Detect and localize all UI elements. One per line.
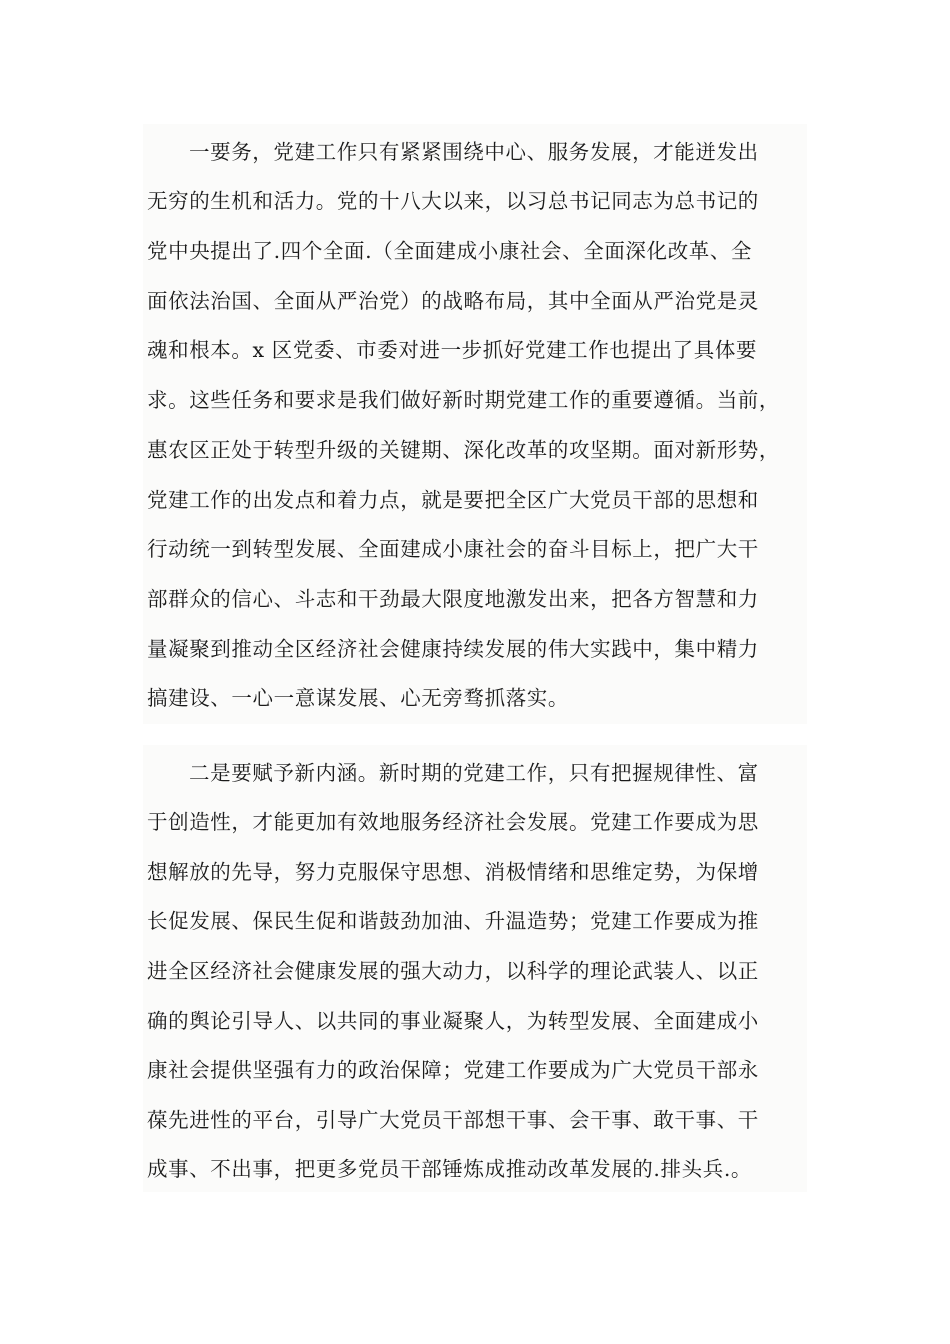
paragraph-1-line-1: 一要务，党建工作只有紧紧围绕中心、服务发展，才能迸发出 bbox=[189, 140, 759, 164]
paragraph-1-line-12: 搞建设、一心一意谋发展、心无旁骛抓落实。 bbox=[147, 686, 569, 710]
paragraph-1 bbox=[143, 124, 807, 724]
paragraph-1-line-10: 部群众的信心、斗志和干劲最大限度地激发出来，把各方智慧和力 bbox=[147, 587, 759, 611]
paragraph-2-line-4: 长促发展、保民生促和谐鼓劲加油、升温造势；党建工作要成为推 bbox=[147, 909, 759, 933]
paragraph-1-line-3: 党中央提出了.四个全面.（全面建成小康社会、全面深化改革、全 bbox=[147, 239, 753, 263]
paragraph-1-line-4: 面依法治国、全面从严治党）的战略布局，其中全面从严治党是灵 bbox=[147, 289, 759, 313]
paragraph-2-line-9: 成事、不出事，把更多党员干部锤炼成推动改革发展的.排头兵.。 bbox=[147, 1157, 753, 1181]
paragraph-1-line-2: 无穷的生机和活力。党的十八大以来，以习总书记同志为总书记的 bbox=[147, 189, 759, 213]
paragraph-1-line-8: 党建工作的出发点和着力点，就是要把全区广大党员干部的思想和 bbox=[147, 488, 759, 512]
paragraph-1-line-6: 求。这些任务和要求是我们做好新时期党建工作的重要遵循。当前， bbox=[147, 388, 780, 412]
paragraph-2-line-6: 确的舆论引导人、以共同的事业凝聚人，为转型发展、全面建成小 bbox=[147, 1009, 759, 1033]
paragraph-2-line-8: 葆先进性的平台，引导广大党员干部想干事、会干事、敢干事、干 bbox=[147, 1108, 759, 1132]
paragraph-2-line-1: 二是要赋予新内涵。新时期的党建工作，只有把握规律性、富 bbox=[189, 761, 759, 785]
paragraph-2-line-2: 于创造性，才能更加有效地服务经济社会发展。党建工作要成为思 bbox=[147, 810, 759, 834]
paragraph-2-line-7: 康社会提供坚强有力的政治保障；党建工作要成为广大党员干部永 bbox=[147, 1058, 759, 1082]
paragraph-1-line-9: 行动统一到转型发展、全面建成小康社会的奋斗目标上，把广大干 bbox=[147, 537, 759, 561]
paragraph-2 bbox=[143, 745, 807, 1192]
paragraph-1-line-5: 魂和根本。x 区党委、市委对进一步抓好党建工作也提出了具体要 bbox=[147, 338, 758, 362]
paragraph-2-line-3: 想解放的先导，努力克服保守思想、消极情绪和思维定势，为保增 bbox=[147, 860, 759, 884]
paragraph-2-line-5: 进全区经济社会健康发展的强大动力，以科学的理论武装人、以正 bbox=[147, 959, 759, 983]
paragraph-1-line-7: 惠农区正处于转型升级的关键期、深化改革的攻坚期。面对新形势， bbox=[147, 438, 780, 462]
paragraph-1-line-11: 量凝聚到推动全区经济社会健康持续发展的伟大实践中，集中精力 bbox=[147, 637, 759, 661]
